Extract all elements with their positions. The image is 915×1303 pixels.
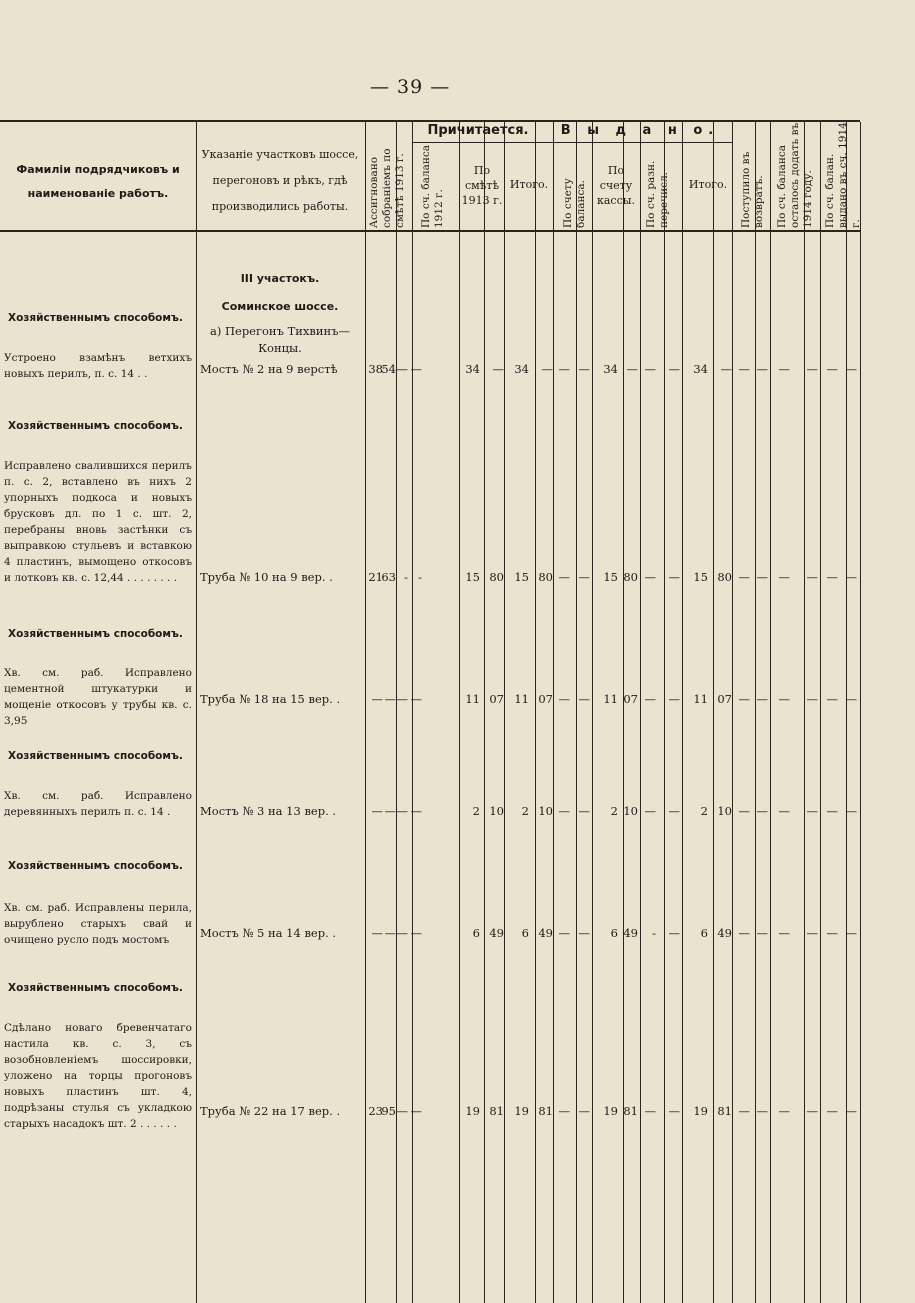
header-bottom-rule [0, 230, 860, 232]
row-cell: — [806, 1104, 818, 1118]
row-cell: — [558, 926, 570, 940]
header-issued-total: Итого. [688, 178, 728, 191]
row-cell: 11 [603, 692, 618, 706]
header-remaining: По сч. баланса осталось додать въ 1914 году. [776, 122, 814, 228]
row-location: Труба № 18 на 15 вер. . [200, 692, 341, 706]
row-location: Мостъ № 3 на 13 вер. . [200, 804, 337, 818]
column-rule [365, 122, 366, 1303]
row-method: Хозяйственнымъ способомъ. [8, 982, 183, 994]
row-cell: — [396, 362, 408, 376]
row-cell: — [806, 926, 818, 940]
column-rule [504, 122, 505, 1303]
row-cell: 63 [381, 570, 396, 584]
row-cell: — [668, 570, 680, 584]
row-cell: - [652, 926, 656, 940]
row-cell: — [410, 804, 422, 818]
row-cell: — [410, 692, 422, 706]
row-cell: 54 [381, 362, 396, 376]
row-cell: 15 [514, 570, 529, 584]
row-cell: 6 [472, 926, 480, 940]
row-cell: — [845, 692, 857, 706]
row-cell: — [826, 1104, 838, 1118]
row-cell: 81 [489, 1104, 504, 1118]
row-cell: — [778, 1104, 790, 1118]
column-rule [755, 122, 756, 1303]
row-cell: 10 [538, 804, 553, 818]
row-cell: 49 [538, 926, 553, 940]
row-method: Хозяйственнымъ способомъ. [8, 420, 183, 432]
due-issued-rule [412, 142, 732, 143]
row-cell: — [384, 692, 396, 706]
row-cell: — [738, 570, 750, 584]
row-cell: 80 [623, 570, 638, 584]
row-cell: — [541, 362, 553, 376]
row-cell: — [578, 692, 590, 706]
row-cell: 80 [538, 570, 553, 584]
row-work-description: Хв. см. раб. Исправлены перила, вырублено старыхъ свай и очищено русло подъ мостомъ [4, 902, 192, 946]
row-cell: — [384, 926, 396, 940]
row-cell: 07 [717, 692, 732, 706]
row-cell: 81 [717, 1104, 732, 1118]
row-cell: 10 [717, 804, 732, 818]
row-method: Хозяйственнымъ способомъ. [8, 750, 183, 762]
row-cell: 2 [521, 804, 529, 818]
row-cell: — [738, 692, 750, 706]
row-cell: — [668, 692, 680, 706]
row-cell: 2 [700, 804, 708, 818]
row-cell: — [778, 804, 790, 818]
column-rule [623, 122, 624, 1303]
section-segment: а) Перегонъ Тихвинъ—Концы. [209, 324, 351, 355]
row-cell: 49 [489, 926, 504, 940]
row-cell: 2 [610, 804, 618, 818]
row-cell: — [578, 362, 590, 376]
row-cell: 15 [603, 570, 618, 584]
row-cell: — [410, 926, 422, 940]
row-cell: 6 [521, 926, 529, 940]
row-cell: — [558, 804, 570, 818]
row-cell: 38 [368, 362, 383, 376]
row-cell: 34 [603, 362, 618, 376]
row-cell: — [668, 804, 680, 818]
row-cell: — [578, 804, 590, 818]
row-cell: — [826, 570, 838, 584]
row-cell: — [806, 804, 818, 818]
row-method: Хозяйственнымъ способомъ. [8, 628, 183, 640]
column-rule [820, 122, 821, 1303]
row-cell: — [845, 926, 857, 940]
row-cell: 2 [472, 804, 480, 818]
column-rule [484, 122, 485, 1303]
column-rule [804, 122, 805, 1303]
row-cell: — [826, 926, 838, 940]
row-cell: — [371, 926, 383, 940]
row-cell: — [720, 362, 732, 376]
row-cell: — [778, 692, 790, 706]
row-cell: 6 [610, 926, 618, 940]
row-cell: — [644, 362, 656, 376]
row-cell: — [738, 1104, 750, 1118]
row-cell: — [410, 1104, 422, 1118]
row-location: Мостъ № 5 на 14 вер. . [200, 926, 337, 940]
row-cell: — [371, 692, 383, 706]
row-cell: — [558, 362, 570, 376]
row-cell: 34 [465, 362, 480, 376]
row-cell: — [826, 804, 838, 818]
column-rule [640, 122, 641, 1303]
row-method: Хозяйственнымъ способомъ. [8, 860, 183, 872]
section-road: Соминское шоссе. [221, 300, 339, 313]
row-location: Труба № 22 на 17 вер. . [200, 1104, 341, 1118]
row-cell: — [778, 926, 790, 940]
row-method: Хозяйственнымъ способомъ. [8, 312, 183, 324]
row-cell: — [756, 570, 768, 584]
header-paid-1914: По сч. балан. выдано въ сч. 1914 г. [824, 122, 862, 228]
column-rule [396, 122, 397, 1303]
row-cell: — [396, 926, 408, 940]
row-cell: — [738, 362, 750, 376]
column-rule [412, 122, 413, 1303]
row-cell: — [644, 692, 656, 706]
row-cell: — [778, 570, 790, 584]
column-rule [682, 122, 683, 1303]
header-location: Указанiе участковъ шоссе, перегоновъ и рѣкъ, гдѣ производились работы. [201, 148, 359, 213]
row-cell: — [668, 926, 680, 940]
row-cell: 81 [538, 1104, 553, 1118]
header-due: Причитается. [427, 123, 529, 138]
row-cell: 49 [717, 926, 732, 940]
row-cell: — [644, 804, 656, 818]
row-cell: — [738, 926, 750, 940]
column-rule [846, 122, 847, 1303]
row-cell: — [806, 570, 818, 584]
row-cell: - [404, 570, 408, 584]
header-top-rule [0, 120, 860, 122]
row-cell: 10 [489, 804, 504, 818]
row-cell: — [826, 692, 838, 706]
row-cell: 07 [623, 692, 638, 706]
row-work-description: Хв. см. раб. Исправлено цементной штукатурки и мощенiе откосовъ у трубы кв. с. 3,95 [4, 667, 192, 727]
column-rule [592, 122, 593, 1303]
row-cell: 34 [514, 362, 529, 376]
column-rule [732, 122, 733, 1303]
row-cell: — [806, 692, 818, 706]
header-issued: В ы д а н о. [560, 123, 720, 138]
row-cell: 80 [717, 570, 732, 584]
row-cell: 11 [514, 692, 529, 706]
header-assigned: Ассигновано собранiемъ по смѣтѣ 1913 г. [368, 148, 406, 228]
column-rule [576, 122, 577, 1303]
row-cell: — [410, 362, 422, 376]
row-cell: — [558, 1104, 570, 1118]
row-cell: — [826, 362, 838, 376]
column-rule [860, 122, 861, 1303]
row-cell: — [644, 1104, 656, 1118]
header-returned: Поступило въ возвратъ. [740, 151, 765, 228]
row-cell: — [578, 926, 590, 940]
row-cell: 19 [693, 1104, 708, 1118]
column-rule [553, 122, 554, 1303]
row-cell: 34 [693, 362, 708, 376]
header-due-estimate: По смѣтѣ 1913 г. [461, 164, 503, 207]
row-cell: — [668, 362, 680, 376]
header-issued-misc: По сч. разн. перечисл. [645, 160, 670, 228]
row-cell: 95 [381, 1104, 396, 1118]
row-cell: — [492, 362, 504, 376]
row-cell: — [384, 804, 396, 818]
row-location: Труба № 10 на 9 вер. . [200, 570, 333, 584]
header-due-total: Итого. [509, 178, 549, 191]
row-cell: — [845, 570, 857, 584]
row-cell: — [668, 1104, 680, 1118]
row-cell: 19 [514, 1104, 529, 1118]
row-cell: 15 [693, 570, 708, 584]
row-cell: 49 [623, 926, 638, 940]
row-cell: — [778, 362, 790, 376]
row-cell: 11 [693, 692, 708, 706]
row-cell: 07 [489, 692, 504, 706]
column-rule [770, 122, 771, 1303]
column-rule [664, 122, 665, 1303]
row-cell: — [806, 362, 818, 376]
row-cell: 10 [623, 804, 638, 818]
row-cell: 07 [538, 692, 553, 706]
row-cell: — [626, 362, 638, 376]
row-cell: — [756, 1104, 768, 1118]
row-cell: - [418, 570, 422, 584]
row-cell: — [371, 804, 383, 818]
row-cell: 23 [368, 1104, 383, 1118]
header-contractor: Фамилiи подрядчиковъ и наименованiе работъ. [16, 163, 180, 200]
row-work-description: Сдѣлано новаго бревенчатаго настила кв. с. 3, съ возобновленiемъ шоссировки, уложено на торцы прогоновъ новыхъ пластинъ шт. 4, подрѣзаны стулья съ укладкою старыхъ насадокъ шт. 2 . . . . . . [4, 1022, 192, 1130]
row-cell: — [558, 570, 570, 584]
row-work-description: Устроено взамѣнъ ветхихъ новыхъ перилъ, п. с. 14 . . [4, 352, 192, 380]
row-cell: — [396, 1104, 408, 1118]
header-issued-cash: По счету кассы. [596, 164, 635, 207]
row-work-description: Хв. см. раб. Исправлено деревянныхъ перилъ п. с. 14 . [4, 790, 192, 818]
row-cell: 6 [700, 926, 708, 940]
row-cell: — [396, 804, 408, 818]
column-rule [459, 122, 460, 1303]
row-cell: 11 [465, 692, 480, 706]
header-issued-balance: По счету баланса. [562, 178, 587, 228]
row-cell: — [396, 692, 408, 706]
row-cell: — [756, 804, 768, 818]
row-cell: — [738, 804, 750, 818]
section-title: III участокъ. [240, 272, 320, 285]
row-cell: 81 [623, 1104, 638, 1118]
row-cell: — [578, 570, 590, 584]
row-cell: 80 [489, 570, 504, 584]
page-number: — 39 — [370, 76, 451, 98]
row-cell: — [644, 570, 656, 584]
row-cell: — [756, 362, 768, 376]
row-cell: — [845, 1104, 857, 1118]
row-cell: 19 [603, 1104, 618, 1118]
row-cell: — [756, 692, 768, 706]
row-cell: — [756, 926, 768, 940]
column-rule [713, 122, 714, 1303]
header-due-balance: По сч. баланса 1912 г. [420, 145, 445, 228]
row-cell: — [845, 804, 857, 818]
row-cell: 19 [465, 1104, 480, 1118]
column-rule [196, 122, 197, 1303]
row-cell: — [578, 1104, 590, 1118]
row-cell: 15 [465, 570, 480, 584]
row-cell: 21 [368, 570, 383, 584]
row-cell: — [558, 692, 570, 706]
row-work-description: Исправлено свалившихся перилъ п. с. 2, вставлено въ нихъ 2 упорныхъ подкоса и новыхъ брусковъ дл. по 1 с. шт. 2, перебраны вновь застѣнки съ выправкою стульевъ и вставкою 4 пластинъ, вымощено откосовъ и лотковъ кв. с. 12,44 . . . . . . . . [4, 460, 192, 584]
row-cell: — [845, 362, 857, 376]
column-rule [535, 122, 536, 1303]
row-location: Мостъ № 2 на 9 верстѣ [200, 362, 338, 376]
